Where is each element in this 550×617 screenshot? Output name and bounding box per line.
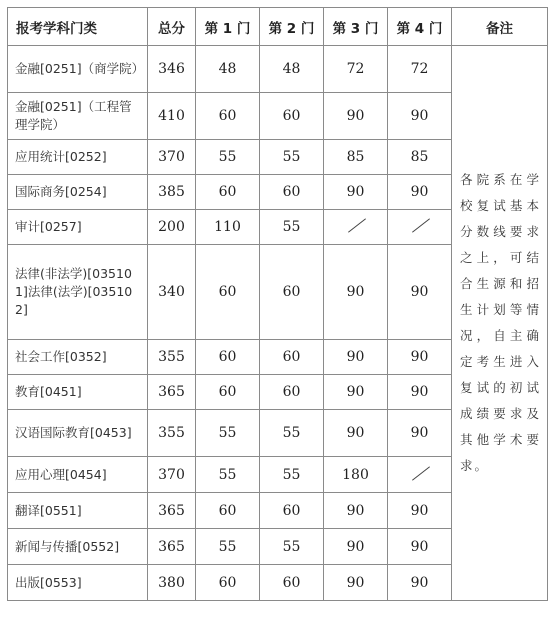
header-subject-4: 第 4 门 [388,8,452,46]
score-3-cell: 90 [324,175,388,210]
total-cell: 370 [148,457,196,493]
score-2-cell: 60 [260,340,324,375]
header-row [8,8,548,46]
score-2-cell: 60 [260,175,324,210]
score-2-cell: 60 [260,93,324,140]
score-3-cell: 180 [324,457,388,493]
subject-cell: 出版[0553] [8,565,148,601]
score-2-cell: 60 [260,245,324,340]
score-3-cell: 90 [324,493,388,529]
subject-cell: 社会工作[0352] [8,340,148,375]
score-1-cell: 55 [196,140,260,175]
score-2-cell: 60 [260,375,324,410]
score-1-cell: 55 [196,529,260,565]
score-1-cell: 55 [196,457,260,493]
subject-cell: 教育[0451] [8,375,148,410]
total-cell: 365 [148,375,196,410]
score-2-cell: 55 [260,210,324,245]
total-cell: 385 [148,175,196,210]
total-cell: 365 [148,529,196,565]
total-cell: 355 [148,410,196,457]
score-4-cell: 90 [388,493,452,529]
score-4-cell: 90 [388,410,452,457]
total-cell: 200 [148,210,196,245]
not-applicable-slash [409,465,431,481]
header-subject-1: 第 1 门 [196,8,260,46]
total-cell: 365 [148,493,196,529]
score-4-cell: 90 [388,565,452,601]
score-4-cell: 72 [388,46,452,93]
note-cell: 各院系在学校复试基本分数线要求之上，可结合生源和招生计划等情况，自主确定考生进入复试的初试成绩要求及其他学术要求。 [452,46,548,601]
score-4-cell: 90 [388,93,452,140]
score-3-cell: 90 [324,245,388,340]
score-4-cell: 90 [388,375,452,410]
score-4-cell: 90 [388,245,452,340]
score-4-cell: 85 [388,140,452,175]
header-note: 备注 [452,8,548,46]
header-total: 总分 [148,8,196,46]
score-3-cell: 90 [324,565,388,601]
score-1-cell: 60 [196,245,260,340]
subject-cell: 应用统计[0252] [8,140,148,175]
score-1-cell: 60 [196,340,260,375]
subject-cell: 汉语国际教育[0453] [8,410,148,457]
score-1-cell: 60 [196,493,260,529]
score-3-cell: 90 [324,93,388,140]
score-3-cell: 90 [324,375,388,410]
not-applicable-slash [345,217,367,233]
score-1-cell: 48 [196,46,260,93]
score-1-cell: 60 [196,175,260,210]
table-row [8,46,548,93]
score-3-cell [324,210,388,245]
score-3-cell: 90 [324,410,388,457]
header-subject-3: 第 3 门 [324,8,388,46]
total-cell: 346 [148,46,196,93]
score-3-cell: 90 [324,529,388,565]
total-cell: 355 [148,340,196,375]
subject-cell: 新闻与传播[0552] [8,529,148,565]
score-2-cell: 55 [260,457,324,493]
score-1-cell: 55 [196,410,260,457]
score-4-cell [388,210,452,245]
score-table [7,7,548,601]
score-4-cell: 90 [388,175,452,210]
score-3-cell: 90 [324,340,388,375]
score-1-cell: 60 [196,565,260,601]
total-cell: 380 [148,565,196,601]
header-subject-2: 第 2 门 [260,8,324,46]
score-3-cell: 72 [324,46,388,93]
subject-cell: 金融[0251]（工程管理学院） [8,93,148,140]
total-cell: 370 [148,140,196,175]
score-2-cell: 48 [260,46,324,93]
header-subject: 报考学科门类 [8,8,148,46]
subject-cell: 金融[0251]（商学院） [8,46,148,93]
subject-cell: 法律(非法学)[035101]法律(法学)[035102] [8,245,148,340]
subject-cell: 应用心理[0454] [8,457,148,493]
subject-cell: 翻译[0551] [8,493,148,529]
score-1-cell: 110 [196,210,260,245]
score-2-cell: 60 [260,565,324,601]
total-cell: 410 [148,93,196,140]
not-applicable-slash [409,217,431,233]
score-4-cell [388,457,452,493]
score-2-cell: 55 [260,140,324,175]
score-4-cell: 90 [388,529,452,565]
score-1-cell: 60 [196,93,260,140]
score-2-cell: 60 [260,493,324,529]
score-2-cell: 55 [260,410,324,457]
subject-cell: 国际商务[0254] [8,175,148,210]
score-4-cell: 90 [388,340,452,375]
total-cell: 340 [148,245,196,340]
score-2-cell: 55 [260,529,324,565]
subject-cell: 审计[0257] [8,210,148,245]
score-3-cell: 85 [324,140,388,175]
score-1-cell: 60 [196,375,260,410]
